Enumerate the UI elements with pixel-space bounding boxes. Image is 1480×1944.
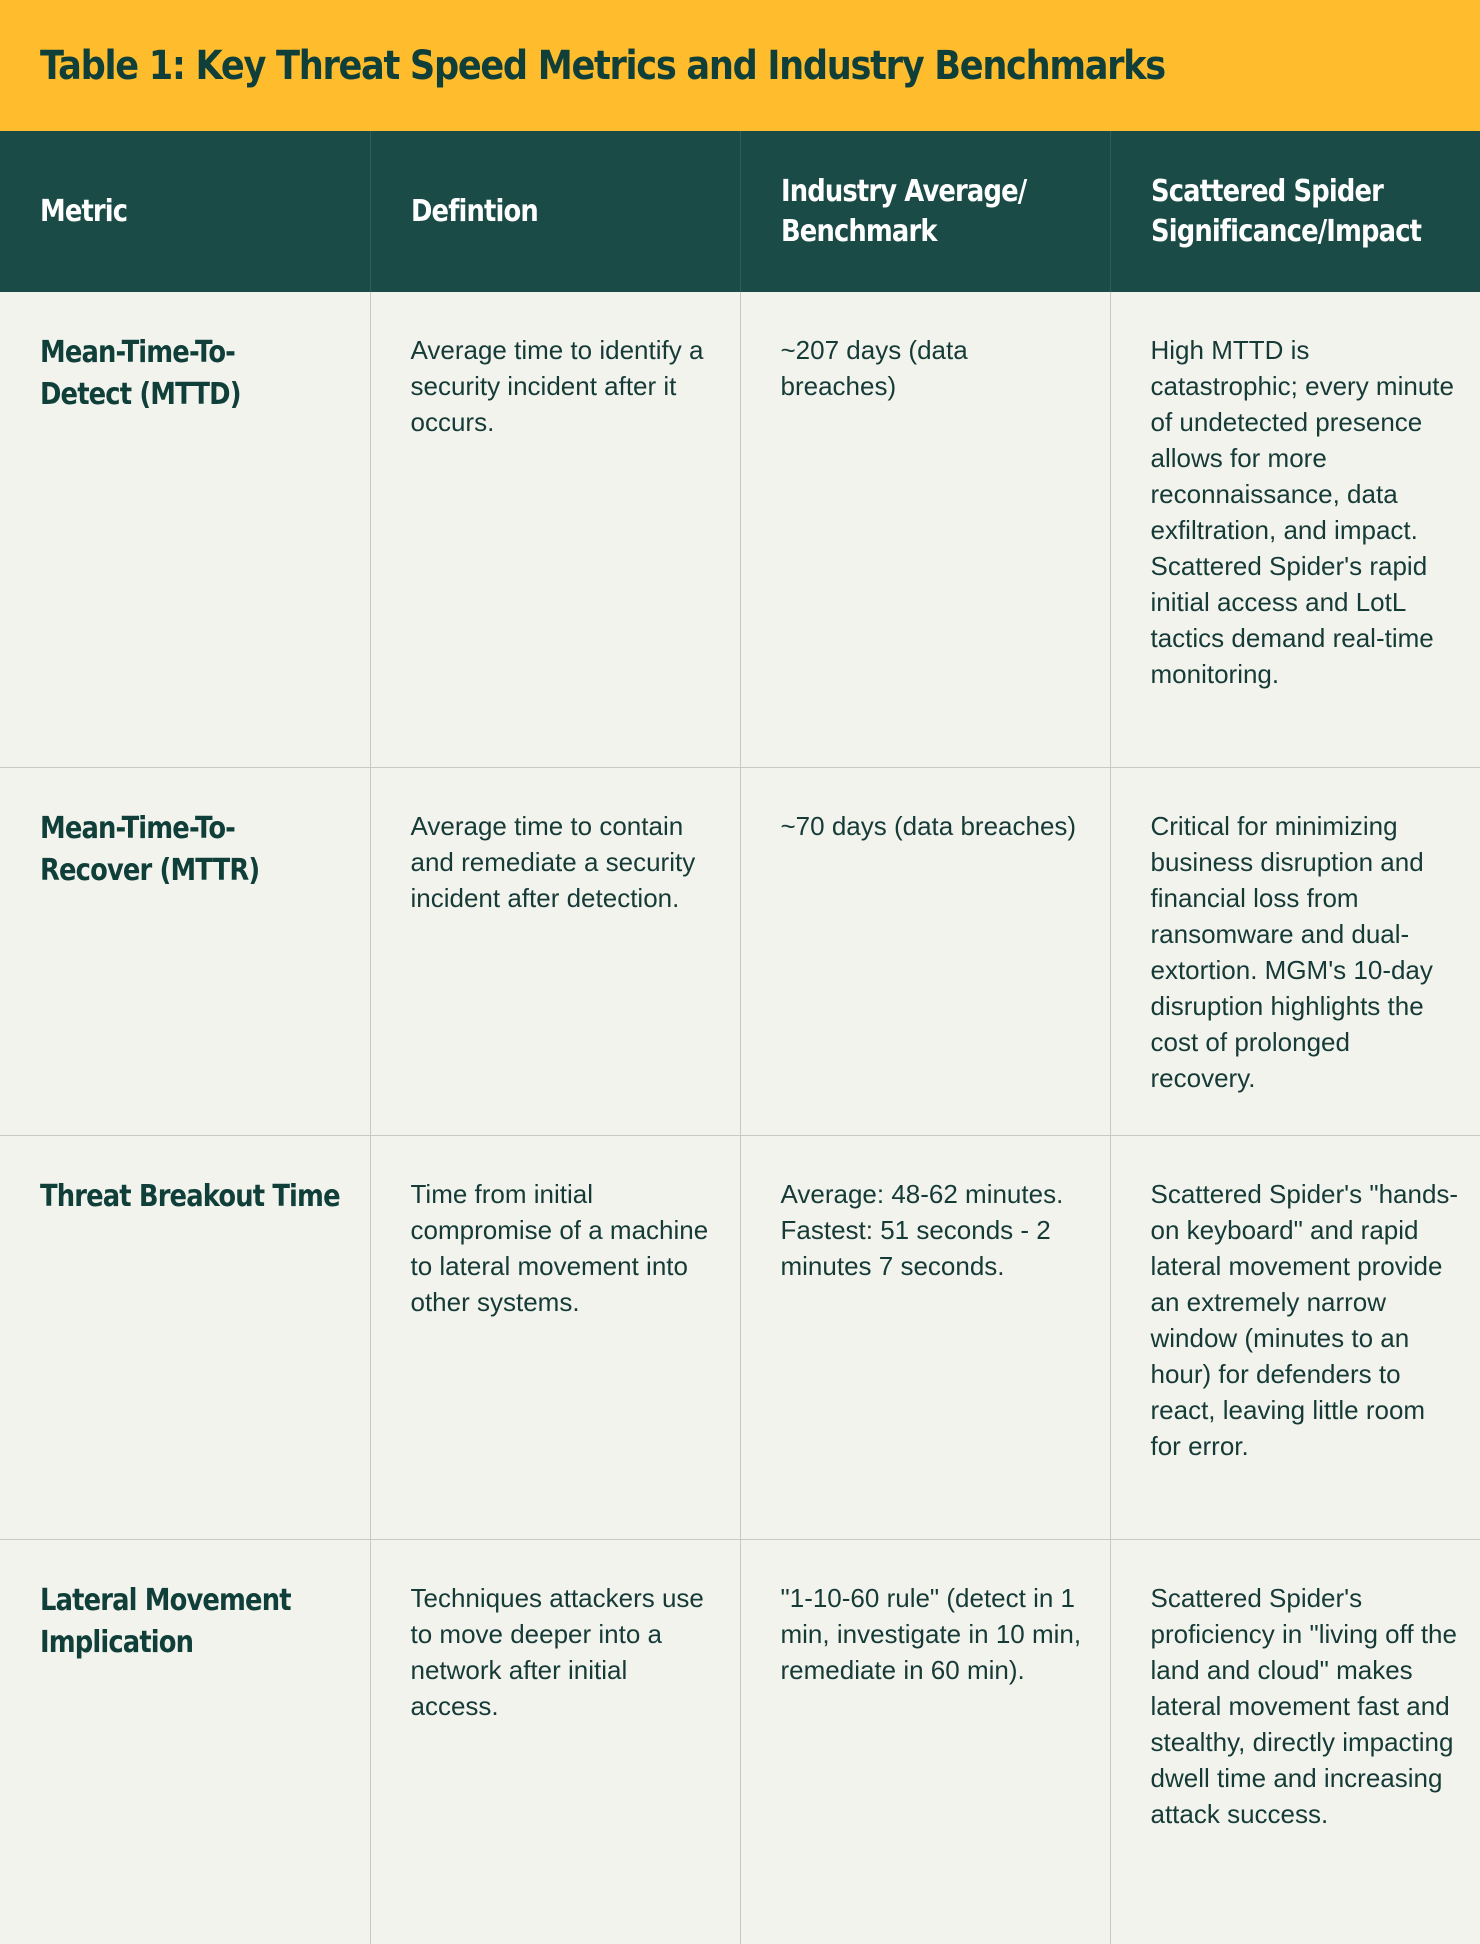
metric-name-line2: Recover (MTTR): [40, 852, 260, 888]
table-title: Table 1: Key Threat Speed Metrics and Industry Benchmarks: [40, 42, 1165, 89]
benchmark-cell: "1-10-60 rule" (detect in 1 min, investigate in 10 min, remediate in 60 min).: [740, 1539, 1110, 1944]
impact-cell: Critical for minimizing business disruption and financial loss from ransomware and dual-extortion. MGM's 10-day disruption highlights the cost of prolonged recovery.: [1110, 767, 1480, 1135]
title-bar: [0, 0, 1480, 131]
impact-cell: Scattered Spider's "hands-on keyboard" and rapid lateral movement provide an extremely narrow window (minutes to an hour) for defenders to react, leaving little room for error.: [1110, 1135, 1480, 1539]
metric-cell: [0, 292, 370, 767]
metric-name-line1: Mean-Time-To-: [40, 335, 236, 370]
header-metric: [0, 131, 370, 292]
benchmark-cell: ~207 days (data breaches): [740, 292, 1110, 767]
header-metric-label: Metric: [40, 193, 128, 229]
table-row: [0, 1135, 1480, 1539]
impact-cell: High MTTD is catastrophic; every minute of undetected presence allows for more reconnaissance, data exfiltration, and impact. Scattered Spider's rapid initial access and LotL tactics demand real-time monitoring.: [1110, 292, 1480, 767]
metrics-table: [0, 131, 1480, 1944]
metric-name-line2: Detect (MTTD): [40, 377, 241, 412]
table-row: [0, 1539, 1480, 1944]
metric-cell: [0, 767, 370, 1135]
table-header: [0, 131, 1480, 292]
benchmark-cell: ~70 days (data breaches): [740, 767, 1110, 1135]
impact-cell: Scattered Spider's proficiency in "living off the land and cloud" makes lateral movement fast and stealthy, directly impacting dwell time and increasing attack success.: [1150, 1582, 1457, 1829]
header-benchmark-line2: Benchmark: [780, 213, 937, 249]
header-impact-line1: Scattered Spider: [1150, 173, 1383, 209]
metric-cell: [0, 1539, 370, 1944]
table-body: [0, 292, 1480, 1944]
header-impact-line2: Significance/Impact: [1150, 213, 1421, 249]
definition-cell: Time from initial compromise of a machine to lateral movement into other systems.: [370, 1135, 740, 1539]
definition-cell: Techniques attackers use to move deeper into a network after initial access.: [370, 1539, 740, 1944]
metric-cell: [0, 1135, 370, 1539]
table-row: [0, 767, 1480, 1135]
metric-name-line1: Lateral Movement: [40, 1582, 291, 1618]
header-definition: [370, 131, 740, 292]
definition-cell: Average time to contain and remediate a security incident after detection.: [370, 767, 740, 1135]
header-benchmark: [740, 131, 1110, 292]
metric-name-line1: Threat Breakout Time: [40, 1178, 340, 1214]
header-impact: [1110, 131, 1480, 292]
header-benchmark-line1: Industry Average/: [780, 173, 1026, 209]
header-definition-label: Defintion: [410, 193, 538, 229]
benchmark-cell: Average: 48-62 minutes. Fastest: 51 seconds - 2 minutes 7 seconds.: [740, 1135, 1110, 1539]
metric-name-line2: Implication: [40, 1624, 194, 1660]
definition-cell: Average time to identify a security incident after it occurs.: [370, 292, 740, 767]
header-row: [0, 131, 1480, 292]
metric-name-line1: Mean-Time-To-: [40, 810, 236, 846]
table-row: [0, 292, 1480, 767]
